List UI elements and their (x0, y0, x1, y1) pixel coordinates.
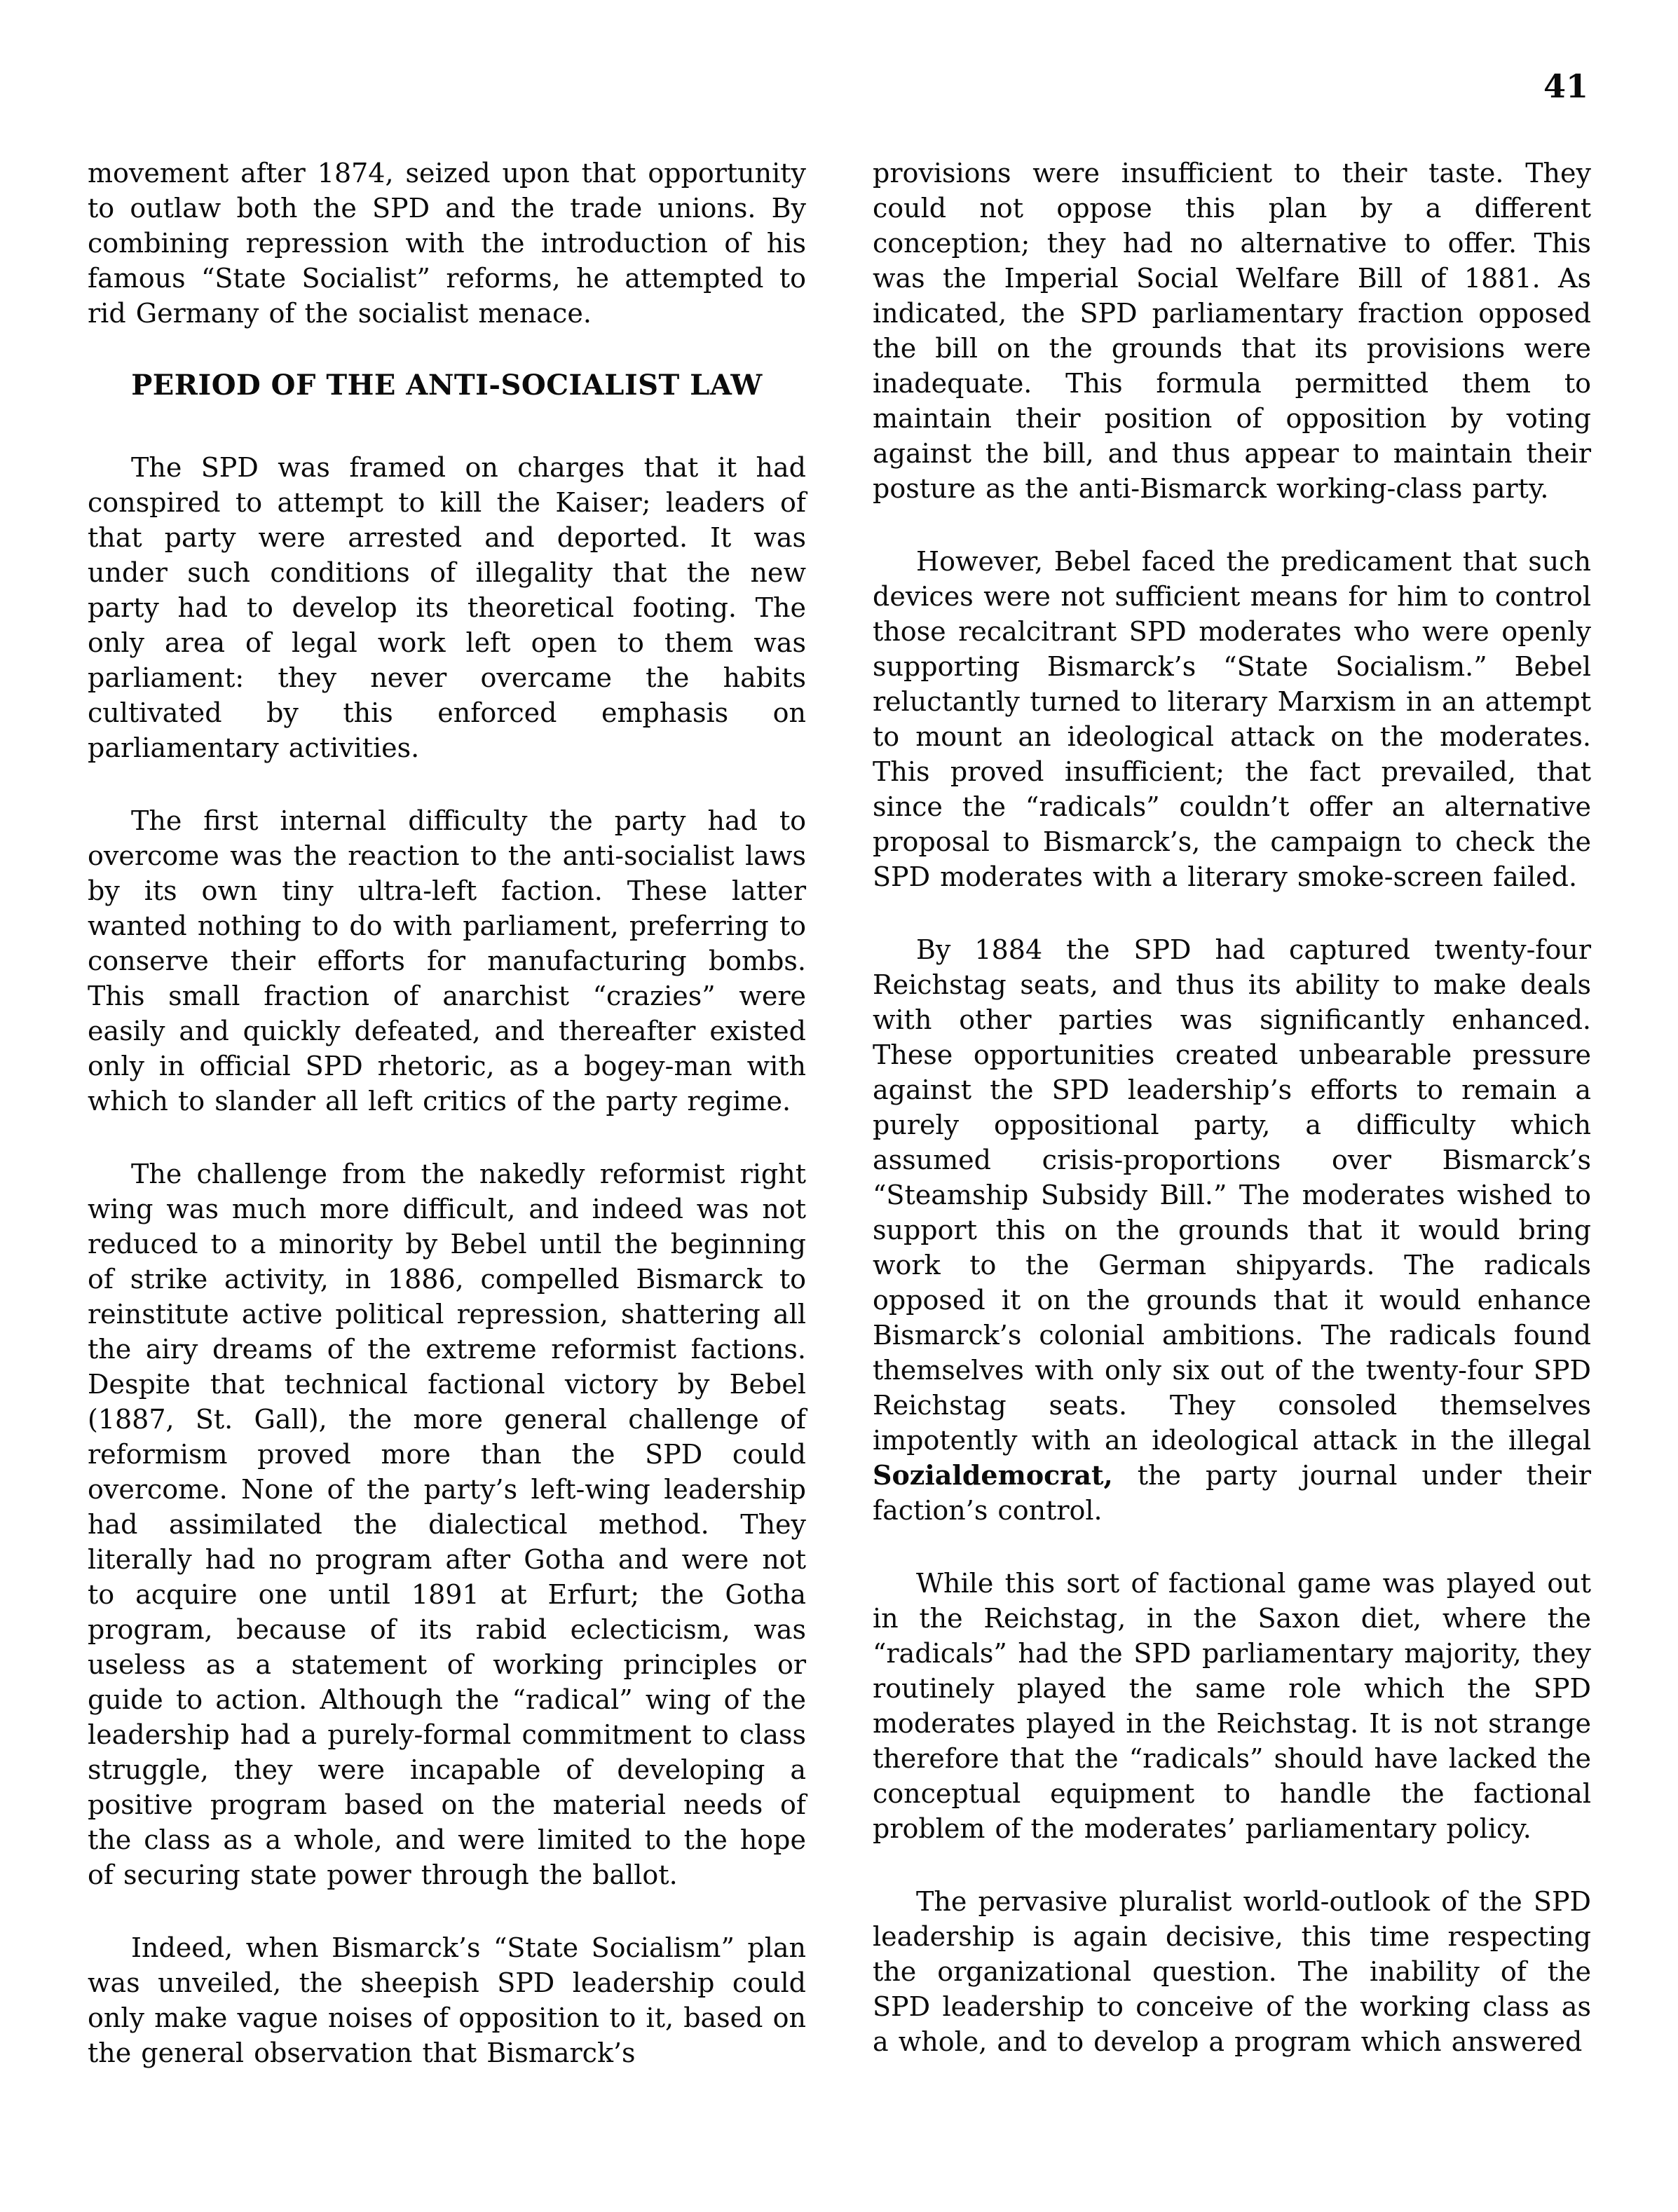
paragraph: While this sort of factional game was played out in the Reichstag, in the Saxon diet, where the “radicals” had the SPD parliamentary majority, they routinely played the same role which the SPD moderates played in the Reichstag. It is not strange therefore that the “radicals” should have lacked the conceptual equipment to handle the factional problem of the moderates’ parliamentary policy. (873, 1568, 1591, 1844)
paragraph: However, Bebel faced the predicament that such devices were not sufficient means for him to control those recalcitrant SPD moderates who were openly supporting Bismarck’s “State Socialism.” Bebel reluctantly turned to literary Marxism in an attempt to mount an ideological attack on the moderates. This proved insufficient; the fact prevailed, that since the “radicals” couldn’t offer an alternative proposal to Bismarck’s, the campaign to check the SPD moderates with a literary smoke-screen failed. (873, 546, 1591, 892)
paragraph-continuation: movement after 1874, seized upon that opportunity to outlaw both the SPD and the trade unions. By combining repression with the introduction of his famous “State Socialist” reforms, he attempted to rid Germany of the socialist menace. (88, 158, 806, 329)
left-column (88, 156, 806, 2108)
two-column-text-layout (88, 156, 1591, 2108)
paragraph: The challenge from the nakedly reformist right wing was much more difficult, and indeed was not reduced to a minority by Bebel until the beginning of strike activity, in 1886, compelled Bismarck to reinstitute active political repression, shattering all the airy dreams of the extreme reformist factions. Despite that technical factional victory by Bebel (1887, St. Gall), the more general challenge of reformism proved more than the SPD could overcome. None of the party’s left-wing leadership had assimilated the dialectical method. They literally had no program after Gotha and were not to acquire one until 1891 at Erfurt; the Gotha program, because of its rabid eclecticism, was useless as a statement of working principles or guide to action. Although the “radical” wing of the leadership had a purely-formal commitment to class struggle, they were incapable of developing a positive program based on the material needs of the class as a whole, and were limited to the hope of securing state power through the ballot. (88, 1159, 806, 1890)
paragraph-continuation: provisions were insufficient to their taste. They could not oppose this plan by a different conception; they had no alternative to offer. This was the Imperial Social Welfare Bill of 1881. As indicated, the SPD parliamentary fraction opposed the bill on the grounds that its provisions were inadequate. This formula permitted them to maintain their position of opposition by voting against the bill, and thus appear to maintain their posture as the anti-Bismarck working-class party. (873, 158, 1591, 504)
paragraph: The first internal difficulty the party had to overcome was the reaction to the anti-socialist laws by its own tiny ultra-left faction. These latter wanted nothing to do with parliament, preferring to conserve their efforts for manufacturing bombs. This small fraction of anarchist “crazies” were easily and quickly defeated, and thereafter existed only in official SPD rhetoric, as a bogey-man with which to slander all left critics of the party regime. (88, 805, 806, 1117)
paragraph: By 1884 the SPD had captured twenty-four Reichstag seats, and thus its ability to make deals with other parties was significantly enhanced. These opportunities created unbearable pressure against the SPD leadership’s efforts to remain a purely oppositional party, a difficulty which assumed crisis-proportions over Bismarck’s “Steamship Subsidy Bill.” The moderates wished to support this on the grounds that it would bring work to the German shipyards. The radicals opposed it on the grounds that it would enhance Bismarck’s colonial ambitions. The radicals found themselves with only six out of the twenty-four SPD Reichstag seats. They consoled themselves impotently with an ideological attack in the illegal Sozialdemocrat, the party journal under their faction’s control. (873, 934, 1591, 1526)
right-column (873, 156, 1591, 2108)
paragraph: Indeed, when Bismarck’s “State Socialism” plan was unveiled, the sheepish SPD leadership could only make vague noises of opposition to it, based on the general observation that Bismarck’s (88, 1932, 806, 2068)
paragraph: The pervasive pluralist world-outlook of the SPD leadership is again decisive, this time respecting the organizational question. The inability of the SPD leadership to conceive of the working class as a whole, and to develop a program which answered (873, 1886, 1591, 2057)
section-heading: PERIOD OF THE ANTI-SOCIALIST LAW (131, 369, 763, 402)
paragraph: The SPD was framed on charges that it had conspired to attempt to kill the Kaiser; leaders of that party were arrested and deported. It was under such conditions of illegality that the new party had to develop its theoretical footing. The only area of legal work left open to them was parliament: they never overcame the habits cultivated by this enforced emphasis on parliamentary activities. (88, 452, 806, 763)
page-number: 41 (1543, 67, 1588, 105)
